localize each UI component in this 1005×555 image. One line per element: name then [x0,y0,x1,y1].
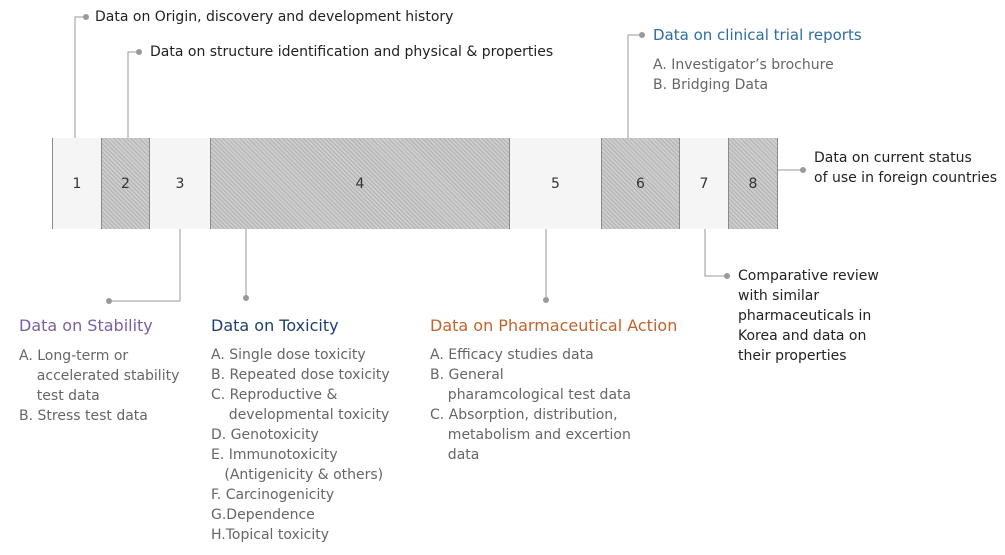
segment-1 [53,138,101,229]
dot-clinical [639,32,645,38]
segment-1-label: 1 [72,175,82,192]
segment-4-label: 4 [355,175,365,192]
segment-2 [101,138,150,229]
stability-list-item: accelerated stability [19,368,180,384]
pharma-list-item: metabolism and excertion [430,427,631,443]
connector-stability [110,229,180,301]
connector-origin [75,17,85,138]
dot-pharma [543,297,549,303]
segment-5-label: 5 [551,175,560,192]
callout-comparative-item: Comparative review [738,268,879,284]
toxicity-list-item: B. Repeated dose toxicity [211,367,390,383]
callout-comparative-item: with similar [738,288,820,304]
stability-list-item: test data [19,388,100,404]
clinical-title: Data on clinical trial reports [653,26,862,44]
callout-foreign-status-item: Data on current status [814,150,972,166]
toxicity-list-item: A. Single dose toxicity [211,347,366,363]
dot-foreign [800,167,806,173]
dot-origin [83,14,89,20]
stability-title: Data on Stability [19,316,153,335]
stability-list [19,346,179,426]
stability-list-item: A. Long-term or [19,348,129,364]
toxicity-list-item: E. Immunotoxicity [211,447,338,463]
pharma-list [430,345,631,465]
segment-3 [150,138,210,229]
clinical-list [653,55,834,95]
toxicity-list-item: developmental toxicity [211,407,390,423]
pharma-list-item: B. General [430,367,504,383]
clinical-list-item: B. Bridging Data [653,77,769,93]
callout-structure: Data on structure identification and physical & properties [150,44,554,60]
dot-stability [106,298,112,304]
connector-structure [128,52,138,138]
pharma-list-item: A. Efficacy studies data [430,347,594,363]
toxicity-list-item: C. Reproductive & [211,387,338,403]
segment-6 [601,138,680,229]
dot-structure [136,49,142,55]
segment-8 [728,138,777,229]
toxicity-list-item: F. Carcinogenicity [211,487,335,503]
toxicity-list-item: D. Genotoxicity [211,427,319,443]
toxicity-list-item: H.Topical toxicity [211,527,330,543]
callout-foreign-status-item: of use in foreign countries [814,170,998,186]
segment-3-label: 3 [175,175,185,192]
segment-5 [510,138,601,229]
pharma-title: Data on Pharmaceutical Action [430,316,678,335]
segment-8-label: 8 [748,175,758,192]
callout-comparative-item: Korea and data on [738,328,867,344]
pharma-list-item: C. Absorption, distribution, [430,407,618,423]
toxicity-list-item: (Antigenicity & others) [211,467,384,483]
toxicity-list-item: G.Dependence [211,507,315,523]
callout-comparative-item: pharmaceuticals in [738,308,872,324]
pharma-list-item: pharamcological test data [430,387,632,403]
connector-comparative [705,229,727,276]
stability-list-item: B. Stress test data [19,408,148,424]
segment-6-label: 6 [636,175,645,192]
callout-comparative-item: their properties [738,348,847,364]
connector-clinical [628,35,642,138]
pharma-list-item: data [430,447,480,463]
clinical-list-item: A. Investigator’s brochure [653,57,834,73]
callout-comparative [738,266,879,366]
toxicity-list [211,345,390,545]
dot-toxicity [243,295,249,301]
dot-comparative [724,273,730,279]
segment-7-label: 7 [699,175,709,192]
callout-foreign-status [814,148,997,188]
callout-origin: Data on Origin, discovery and development history [95,9,454,25]
segment-2-label: 2 [121,175,130,192]
toxicity-title: Data on Toxicity [211,316,339,335]
segment-4 [210,138,510,229]
segment-7 [680,138,728,229]
